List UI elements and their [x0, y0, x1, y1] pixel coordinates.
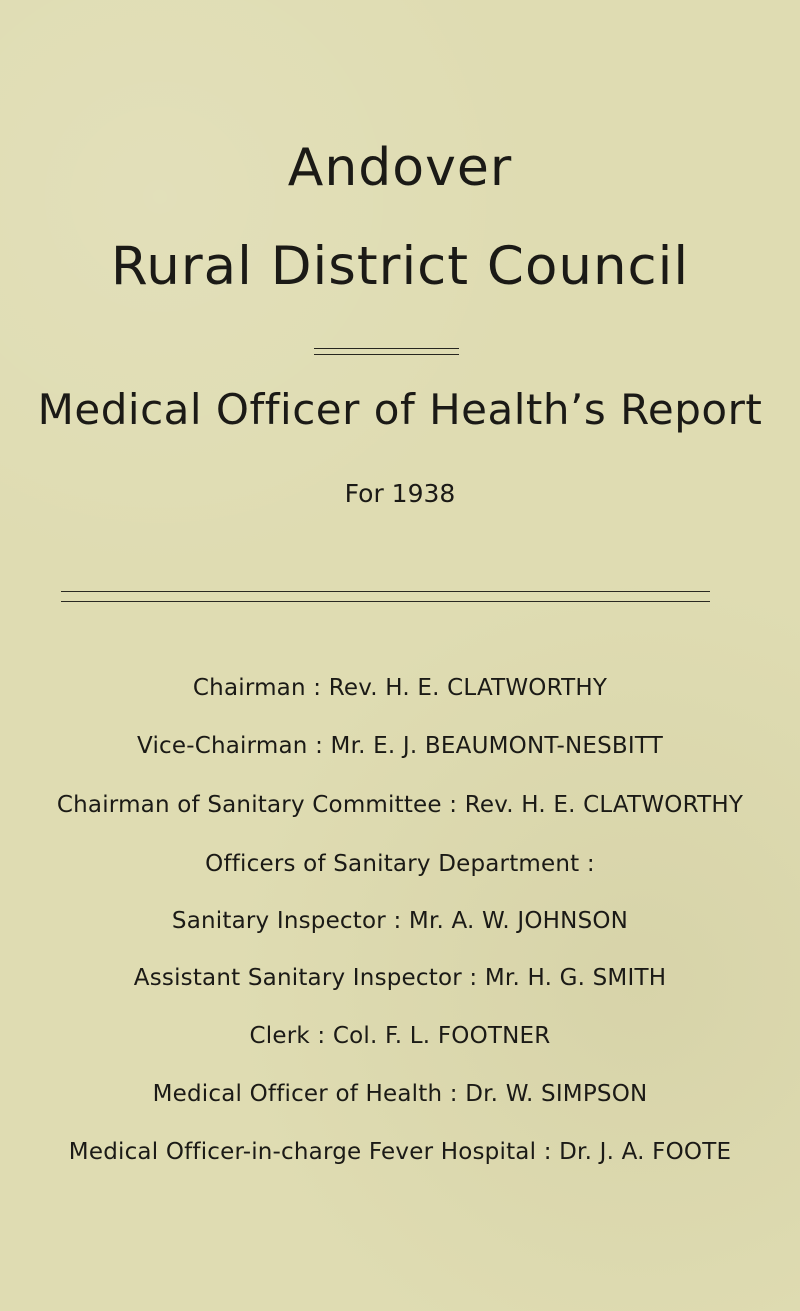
chairman-entry: Chairman : Rev. H. E. CLATWORTHY — [192, 675, 608, 701]
section-divider-top — [61, 591, 710, 592]
title-divider-top — [314, 348, 459, 349]
title-divider-bottom — [314, 354, 459, 355]
sanitary-inspector-entry: Sanitary Inspector : Mr. A. W. JOHNSON — [171, 908, 629, 934]
council-name-line-1: Andover — [287, 138, 513, 198]
fever-hospital-officer-entry: Medical Officer-in-charge Fever Hospital : Dr. J. A. FOOTE — [68, 1139, 732, 1165]
assistant-sanitary-inspector-entry: Assistant Sanitary Inspector : Mr. H. G. SMITH — [133, 965, 667, 991]
medical-officer-entry: Medical Officer of Health : Dr. W. SIMPSON — [152, 1081, 648, 1107]
report-year: For 1938 — [344, 479, 456, 508]
clerk-entry: Clerk : Col. F. L. FOOTNER — [249, 1023, 551, 1049]
sanitary-department-heading: Officers of Sanitary Department : — [205, 851, 595, 877]
sanitary-committee-chairman-entry: Chairman of Sanitary Committee : Rev. H. E. CLATWORTHY — [56, 792, 744, 818]
section-divider-bottom — [61, 601, 710, 602]
council-name-line-2: Rural District Council — [110, 236, 690, 297]
vice-chairman-entry: Vice-Chairman : Mr. E. J. BEAUMONT-NESBITT — [137, 733, 663, 759]
report-title: Medical Officer of Health’s Report — [37, 385, 763, 434]
